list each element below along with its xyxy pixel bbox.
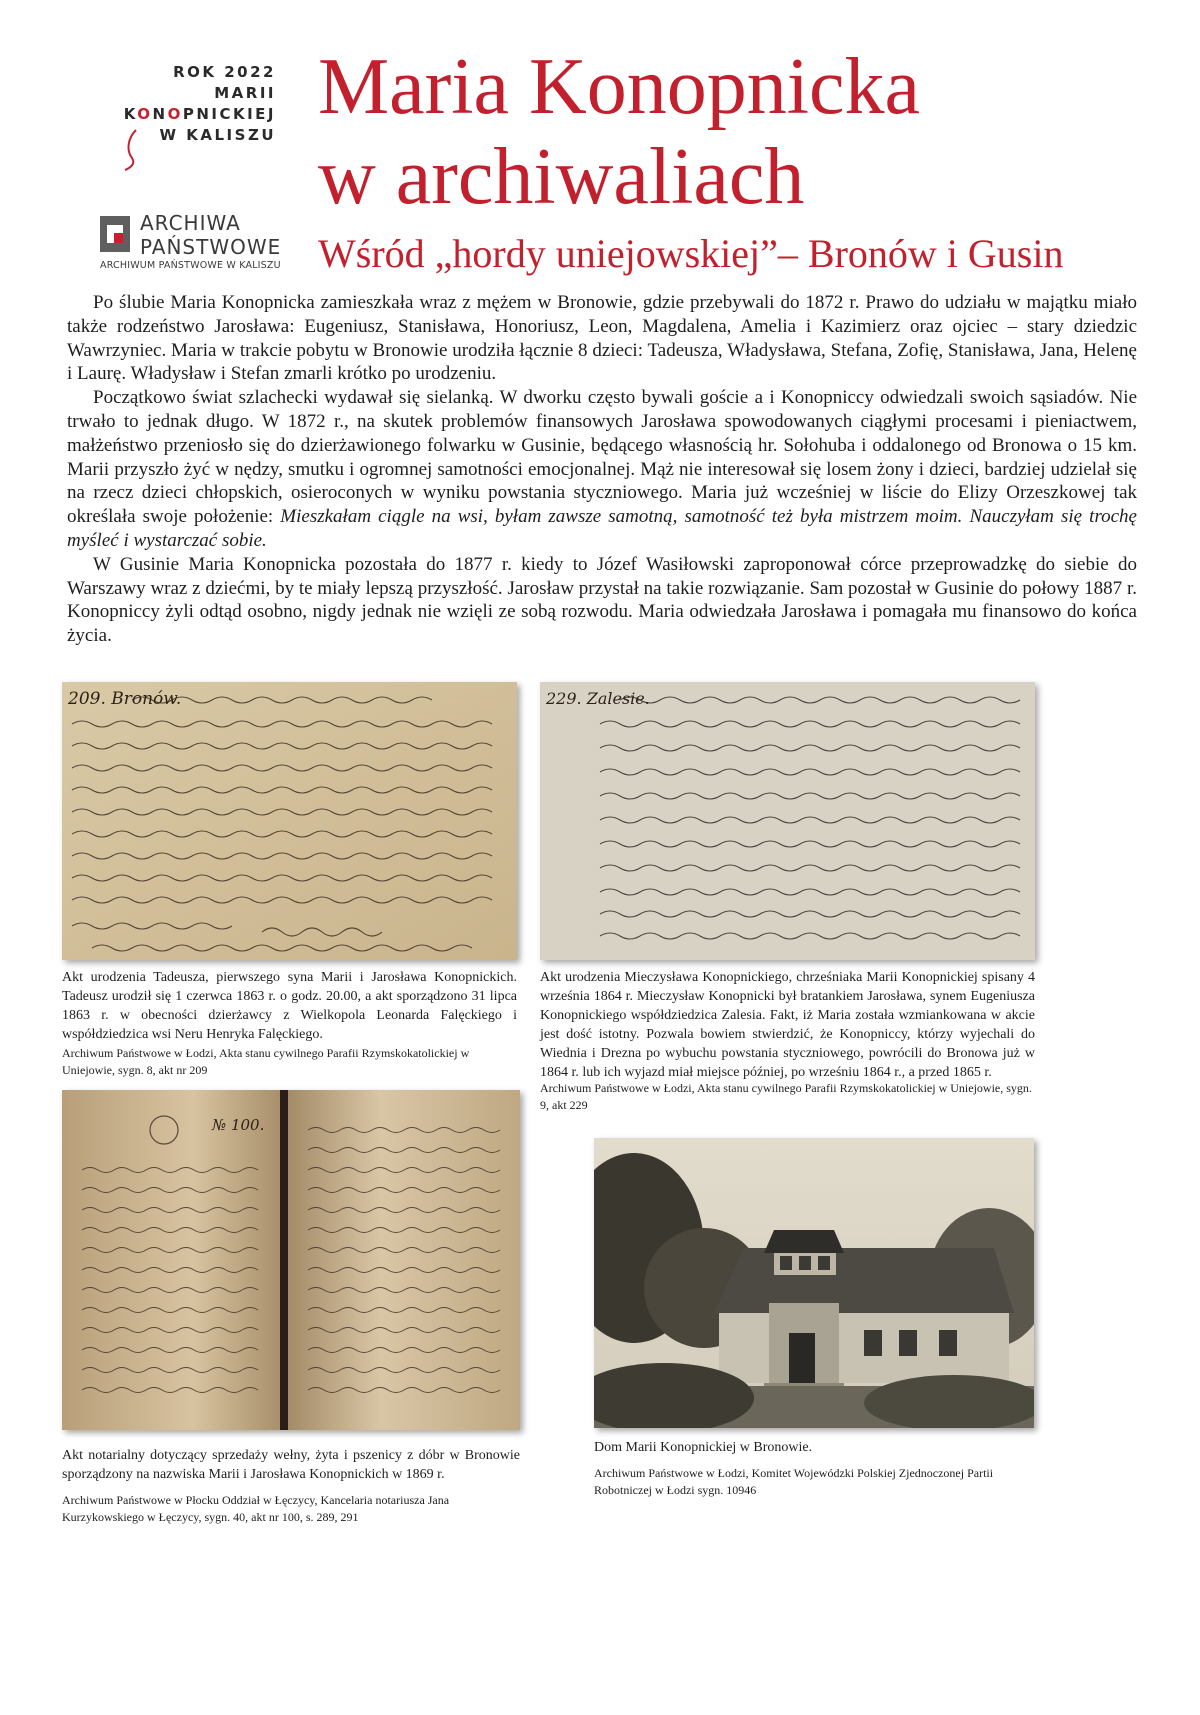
logo-line-1: ROK 2022 — [173, 63, 276, 81]
title-line-1: Maria Konopnicka — [318, 43, 921, 131]
logo-line-3 — [96, 104, 276, 125]
archive-name-line-1: ARCHIWA — [140, 211, 241, 235]
logo-letter: N — [152, 105, 168, 123]
article-body — [67, 291, 1137, 648]
paragraph-1: Po ślubie Maria Konopnicka zamieszkała wraz z mężem w Bronowie, gdzie przebywali do 1872 r. Prawo do udziału w majątku miało także rodzeństwo Jarosława: Eugeniusz, Stanisława, Honoriusz, Leon, Magdalena, Amelia i Kazimierz oraz ojciec – stary dziedzic Wawrzyniec. Maria w trakcie pobytu w Bronowie urodziła łącznie 8 dzieci: Tadeusza, Władysława, Stefana, Zofię, Stanisława, Jana, Helenę i Laurę. Władysław i Stefan zmarli krótko po urodzeniu. — [67, 292, 1137, 385]
deed-number: № 100. — [212, 1116, 265, 1134]
page-title — [318, 42, 920, 222]
archive-logo-icon — [100, 216, 130, 252]
notarial-deed-image — [62, 1090, 520, 1430]
logo-letters: PNICKIEJ — [182, 105, 276, 123]
record-number: 209. Bronów. — [68, 689, 182, 709]
title-line-2: w archiwaliach — [318, 133, 805, 221]
archive-branch-name: ARCHIWUM PAŃSTWOWE W KALISZU — [100, 260, 281, 271]
source-notarial-deed: Archiwum Państwowe w Płocku Oddział w Łęczycy, Kancelaria notariusza Jana Kurzykowskiego w Łęczycy, sygn. 40, akt nr 100, s. 289, 291 — [62, 1493, 450, 1524]
logo-letter: K — [123, 105, 138, 123]
birth-record-tadeusz-image — [62, 682, 517, 960]
source-house: Archiwum Państwowe w Łodzi, Komitet Wojewódzki Polskiej Zjednoczonej Partii Robotniczej w Łodzi sygn. 10946 — [594, 1466, 994, 1497]
caption-notarial-deed: Akt notarialny dotyczący sprzedaży wełny, żyta i pszenicy z dóbr w Bronowie sporządzony na nazwiska Marii i Jarosława Konopnickich w 1869 r. — [62, 1448, 520, 1482]
source-tadeusz: Archiwum Państwowe w Łodzi, Akta stanu cywilnego Parafii Rzymskokatolickiej w Uniejowie, sygn. 8, akt nr 209 — [62, 1046, 470, 1077]
caption-tadeusz: Akt urodzenia Tadeusza, pierwszego syna Marii i Jarosława Konopnickich. Tadeusz urodził się 1 czerwca 1863 r. o godz. 20.00, a akt sporządzono 31 lipca 1863 r. w obecności dzierżawcy z Wielkopola Leonarda Falęckiego i współdziedzica wsi Neru Henryka Falęckiego. — [62, 970, 517, 1042]
page-subtitle: Wśród „hordy uniejowskiej”– Bronów i Gusin — [318, 231, 1064, 276]
record-number: 229. Zalesie. — [546, 689, 650, 708]
logo-line-2: MARII — [214, 84, 276, 102]
birth-record-mieczyslaw-image — [540, 682, 1035, 960]
source-mieczyslaw: Archiwum Państwowe w Łodzi, Akta stanu cywilnego Parafii Rzymskokatolickiej w Uniejowie, sygn. 9, akt 229 — [540, 1081, 1032, 1112]
house-photo — [594, 1138, 1034, 1428]
archive-name-line-2: PAŃSTWOWE — [140, 235, 282, 259]
paragraph-2-text: Początkowo świat szlachecki wydawał się sielanką. W dworku często bywali goście a i Konopniccy odwiedzali swoich sąsiadów. Nie trwało to jednak długo. W 1872 r., na skutek problemów finansowych Jarosława spowodowanych ciągłymi procesami i pieniactwem, małżeństwo przeniosło się do dzierżawionego folwarku w Gusinie, będącego własnością hr. Sołohuba i oddalonego od Bronowa o 15 km. Marii przyszło żyć w nędzy, smutku i ogromnej samotności emocjonalnej. Mąż nie interesował się losem żony i dzieci, bardziej udzielał się na rzecz dzieci chłopskich, osieroconych w wyniku powstania styczniowego. Maria już wcześniej w liście do Elizy Orzeszkowej tak określała swoje położenie: — [67, 387, 1137, 528]
logo-line-4: W KALISZU — [159, 126, 276, 144]
logo-red-letter: O — [167, 105, 183, 123]
paragraph-3: W Gusinie Maria Konopnicka pozostała do 1877 r. kiedy to Józef Wasiłowski zaproponował córce przeprowadzkę do siebie do Warszawy wraz z dziećmi, by te miały lepszą przyszłość. Jarosław przystał na takie rozwiązanie. Sam pozostał w Gusinie do połowy 1887 r. Konopniccy żyli odtąd osobno, nigdy jednak nie wzięli ze sobą rozwodu. Maria odwiedzała Jarosława i pomagała mu finansowo do końca życia. — [67, 553, 1137, 647]
paragraph-2 — [67, 386, 1137, 553]
caption-house: Dom Marii Konopnickiej w Bronowie. — [594, 1440, 813, 1455]
orzeszkowa-quote: Mieszkałam ciągle na wsi, byłam zawsze samotną, samotność też była mistrzem moim. Nauczyłam się trochę myśleć i wystarczać sobie. — [67, 506, 1137, 551]
logo-red-letter: O — [137, 105, 153, 123]
logo-pen-stroke-icon — [122, 128, 144, 172]
caption-mieczyslaw: Akt urodzenia Mieczysława Konopnickiego, chrześniaka Marii Konopnickiej spisany 4 września 1864 r. Mieczysław Konopnicki był bratankiem Jarosława, synem Eugeniusza Konopnickiego współdziedzica Zalesia. Fakt, iż Maria została wzmiankowana w akcie jest dość istotny. Pozwala bowiem stwierdzić, że Konopniccy, którzy wyjechali do Wiednia i Drezna po wybuchu powstania styczniowego, powrócili do Bronowa już w 1864 r. lub ich wyjazd miał miejsce później, po wrześniu 1864 r., a przed 1865 r. — [540, 970, 1035, 1080]
